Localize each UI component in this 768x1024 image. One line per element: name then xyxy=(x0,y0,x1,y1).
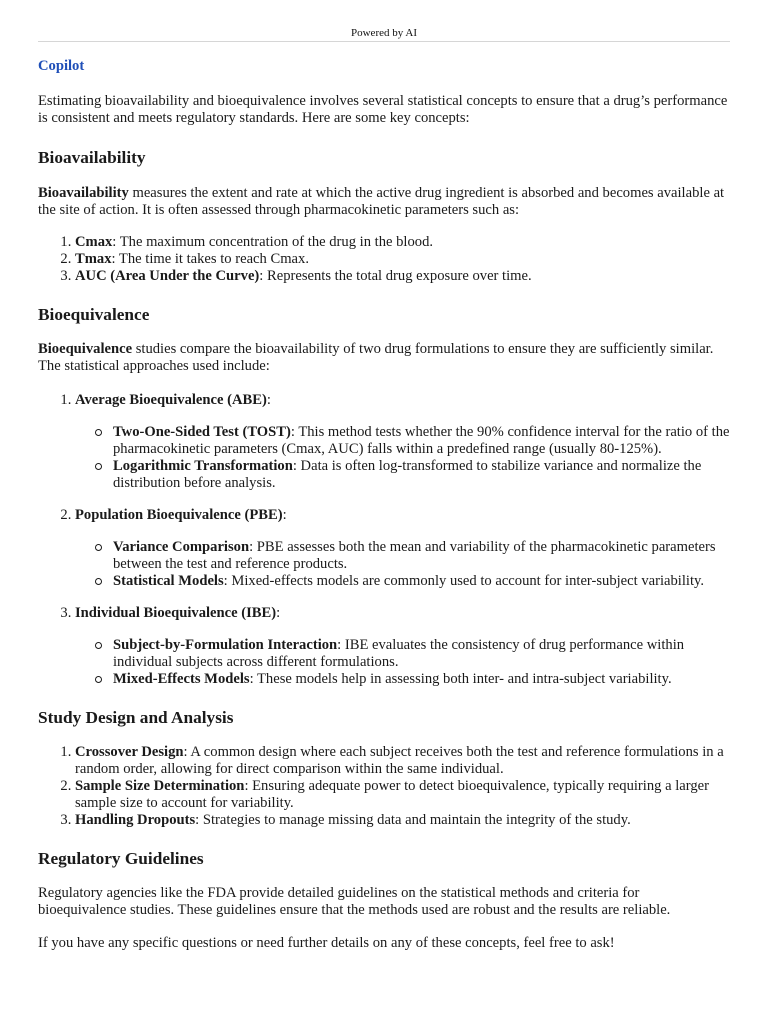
item-desc: : Ensuring adequate power to detect bioequivalence, typically requiring a larger sample size to account for variability. xyxy=(75,778,709,811)
item-term: Individual Bioequivalence (IBE) xyxy=(75,605,277,621)
item-term: Cmax xyxy=(75,234,113,250)
item-desc: : Strategies to manage missing data and maintain the integrity of the study. xyxy=(195,812,631,828)
bioequivalence-heading: Bioequivalence xyxy=(38,305,150,324)
sub-list xyxy=(75,637,730,688)
regulatory-heading: Regulatory Guidelines xyxy=(38,849,204,868)
item-term: Crossover Design xyxy=(75,744,184,760)
item-desc: : Represents the total drug exposure over time. xyxy=(259,268,532,284)
list-item xyxy=(75,507,730,590)
closing-paragraph: If you have any specific questions or need further details on any of these concepts, feel free to ask! xyxy=(38,935,615,951)
bioequivalence-term: Bioequivalence xyxy=(38,341,133,357)
item-term: Population Bioequivalence (PBE) xyxy=(75,507,283,523)
item-suffix: : xyxy=(266,392,271,408)
sub-list-item xyxy=(113,671,730,688)
sub-item-desc: : Mixed-effects models are commonly used to account for inter-subject variability. xyxy=(223,573,705,589)
list-item xyxy=(75,234,730,251)
sub-item-desc: : IBE evaluates the consistency of drug performance within individual subjects across different formulations. xyxy=(113,637,685,670)
sub-list-item xyxy=(113,637,730,671)
intro-paragraph: Estimating bioavailability and bioequivalence involves several statistical concepts to ensure that a drug’s performance is consistent and meets regulatory standards. Here are some key concepts: xyxy=(38,93,728,126)
sub-list-item xyxy=(113,424,730,458)
sub-item-term: Logarithmic Transformation xyxy=(113,458,293,474)
document-page xyxy=(38,0,730,952)
list-item xyxy=(75,744,730,778)
sub-item-term: Two-One-Sided Test (TOST) xyxy=(113,424,291,440)
sub-item-term: Variance Comparison xyxy=(113,539,250,555)
item-term: AUC (Area Under the Curve) xyxy=(75,268,260,284)
sub-list-item xyxy=(113,573,730,590)
bioequivalence-paragraph xyxy=(38,341,730,375)
list-item xyxy=(75,605,730,688)
sub-item-term: Mixed-Effects Models xyxy=(113,671,250,687)
sub-item-term: Statistical Models xyxy=(113,573,224,589)
sub-item-desc: : Data is often log-transformed to stabilize variance and normalize the distribution before analysis. xyxy=(113,458,702,491)
powered-by-label: Powered by AI xyxy=(351,27,417,39)
item-term: Handling Dropouts xyxy=(75,812,196,828)
item-suffix: : xyxy=(282,507,287,523)
list-item xyxy=(75,778,730,812)
bioavailability-paragraph xyxy=(38,185,730,219)
regulatory-paragraph: Regulatory agencies like the FDA provide detailed guidelines on the statistical methods and criteria for bioequivalence studies. These guidelines ensure that the methods used are robust and the results are reliable. xyxy=(38,885,671,918)
bioequivalence-text: studies compare the bioavailability of two drug formulations to ensure they are sufficiently similar. The statistical approaches used include: xyxy=(38,341,714,374)
study-design-heading: Study Design and Analysis xyxy=(38,708,234,727)
list-item xyxy=(75,251,730,268)
sub-list-item xyxy=(113,458,730,492)
sub-list xyxy=(75,539,730,590)
header-divider xyxy=(38,41,730,42)
sub-item-desc: : This method tests whether the 90% confidence interval for the ratio of the pharmacokinetic parameters (Cmax, AUC) falls within a predefined range (usually 80-125%). xyxy=(113,424,730,457)
item-desc: : The maximum concentration of the drug in the blood. xyxy=(112,234,434,250)
sub-item-desc: : PBE assesses both the mean and variability of the pharmacokinetic parameters between the test and reference products. xyxy=(113,539,716,572)
bioequivalence-list xyxy=(38,392,730,688)
item-desc: : A common design where each subject receives both the test and reference formulations in a random order, allowing for direct comparison within the same individual. xyxy=(75,744,724,777)
item-term: Sample Size Determination xyxy=(75,778,245,794)
list-item xyxy=(75,392,730,492)
item-term: Tmax xyxy=(75,251,112,267)
sub-item-desc: : These models help in assessing both inter- and intra-subject variability. xyxy=(249,671,672,687)
author-label: Copilot xyxy=(38,58,85,74)
item-desc: : The time it takes to reach Cmax. xyxy=(111,251,309,267)
list-item xyxy=(75,268,730,285)
item-suffix: : xyxy=(276,605,281,621)
bioavailability-term: Bioavailability xyxy=(38,185,129,201)
sub-list-item xyxy=(113,539,730,573)
bioavailability-list xyxy=(38,234,730,285)
study-design-list xyxy=(38,744,730,829)
sub-item-term: Subject-by-Formulation Interaction xyxy=(113,637,338,653)
bioavailability-text: measures the extent and rate at which the active drug ingredient is absorbed and becomes available at the site of action. It is often assessed through pharmacokinetic parameters such as: xyxy=(38,185,725,218)
item-term: Average Bioequivalence (ABE) xyxy=(75,392,267,408)
list-item xyxy=(75,812,730,829)
bioavailability-heading: Bioavailability xyxy=(38,148,146,167)
sub-list xyxy=(75,424,730,492)
